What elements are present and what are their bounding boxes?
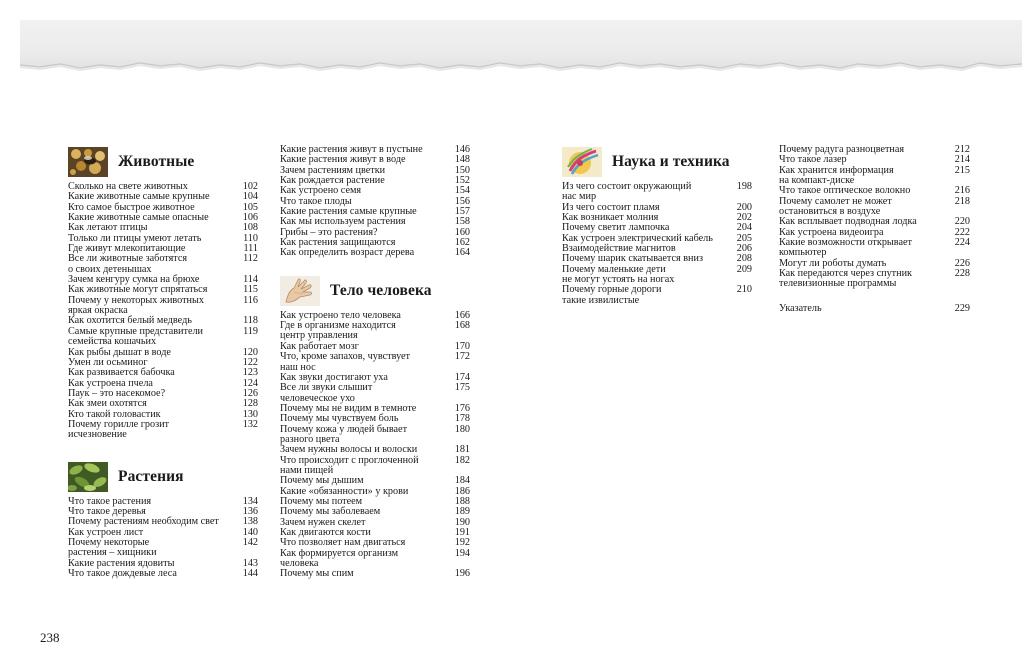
toc-entry-title: Какие растения живут в пустыне	[280, 144, 423, 155]
toc-entry-page: 115	[243, 284, 258, 296]
toc-entry-page: 174	[454, 371, 470, 383]
section-entries	[68, 497, 258, 580]
toc-entry-title: Где живут млекопитающие	[68, 243, 186, 255]
toc-entry-page: 189	[454, 506, 470, 518]
toc-entry-page: 130	[242, 408, 258, 420]
toc-entry-page: 220	[954, 216, 970, 228]
toc-entry-page: 175	[454, 382, 470, 394]
toc-entry-page: 208	[736, 253, 752, 265]
toc-entry	[280, 352, 470, 373]
toc-entry-page: 111	[243, 243, 258, 255]
toc-entry	[562, 182, 752, 203]
toc-entry-title: Как звуки достигают уха	[280, 371, 388, 383]
toc-entry-page: 172	[454, 351, 470, 363]
toc-entry-page: 215	[954, 164, 970, 176]
toc-entry-title: Как возникает молния	[562, 212, 659, 224]
toc-entry-page: 154	[454, 185, 470, 197]
toc-entry-page: 228	[954, 268, 970, 280]
toc-entry-title: Где в организме находится центр управления	[280, 320, 396, 342]
toc-entry-page: 184	[454, 475, 470, 487]
toc-entry-page: 218	[954, 195, 970, 207]
toc-entry-title: Почему горилле грозит исчезновение	[68, 418, 170, 441]
toc-entry-title: Все ли животные заботятся о своих детенышах	[68, 253, 188, 275]
section-header-plants	[68, 461, 258, 493]
toc-entry-page: 160	[454, 226, 470, 238]
toc-entry-title: Что такое деревья	[68, 505, 146, 517]
section-entries	[280, 145, 470, 259]
toc-entry-page: 124	[242, 377, 258, 389]
section-title: Животные	[118, 153, 195, 170]
toc-entry-title: Зачем растениям цветки	[280, 164, 386, 176]
toc-entry-title: Как растения защищаются	[280, 237, 396, 249]
toc-entry-page: 123	[242, 367, 258, 379]
toc-entry	[280, 456, 470, 477]
toc-entry-title: Какие животные самые крупные	[68, 191, 210, 203]
toc-entry-title: Какие животные самые опасные	[68, 212, 209, 224]
toc-entry-title: Что позволяет нам двигаться	[280, 537, 406, 549]
toc-entry-page: 144	[242, 568, 258, 579]
toc-entry-page: 204	[736, 222, 752, 234]
toc-entry-page: 119	[243, 325, 258, 337]
toc-entry-title: Кто самое быстрое животное	[68, 201, 195, 213]
toc-entry	[68, 296, 258, 317]
toc-entry-title: Почему шарик скатывается вниз	[562, 253, 703, 265]
toc-column-2	[280, 145, 470, 580]
toc-entry-title: Как формируется организм человека	[280, 547, 399, 570]
toc-entry-page: 198	[736, 181, 752, 192]
toc-entry-title: Что происходит с проглоченной нами пищей	[280, 454, 419, 476]
toc-entry-page: 164	[454, 247, 470, 259]
toc-entry-page: 186	[454, 485, 470, 497]
toc-entry-page: 170	[454, 340, 470, 352]
section-title: Растения	[118, 467, 184, 485]
section-header-animals	[68, 146, 258, 178]
toc-entry-title: Как хранится информация на компакт-диске	[779, 164, 894, 187]
section-entries	[779, 145, 970, 314]
toc-entry	[562, 285, 752, 306]
toc-entry-page: 112	[243, 253, 258, 265]
toc-entry-page: 180	[454, 423, 470, 435]
toc-entry	[280, 321, 470, 342]
section-entries	[562, 182, 752, 306]
toc-entry-page: 146	[454, 144, 470, 155]
toc-entry	[280, 248, 470, 258]
toc-entry-title: Что такое оптическое волокно	[779, 185, 911, 197]
toc-entry-page: 106	[242, 212, 258, 224]
toc-entry-page: 157	[454, 206, 470, 218]
toc-entry-page: 202	[736, 212, 752, 224]
bee-icon	[68, 147, 108, 177]
toc-entry-page: 188	[454, 495, 470, 507]
toc-entry-title: Почему мы чувствуем боль	[280, 413, 399, 425]
toc-entry-title: Паук – это насекомое?	[68, 387, 166, 399]
toc-entry-page: 122	[242, 356, 258, 368]
toc-entry-page: 114	[243, 274, 258, 286]
page-number: 238	[40, 630, 60, 645]
toc-entry	[779, 304, 970, 314]
toc-entry-page: 116	[243, 294, 258, 306]
toc-entry-page: 200	[736, 201, 752, 213]
toc-entry	[779, 166, 970, 187]
toc-entry-page: 194	[454, 547, 470, 559]
section-header-human-body	[280, 275, 470, 307]
toc-entry-page: 150	[454, 164, 470, 176]
toc-entry	[779, 290, 970, 304]
section-title: Наука и техника	[612, 153, 730, 170]
toc-entry-title: Зачем кенгуру сумка на брюхе	[68, 274, 200, 286]
toc-entry-title: Только ли птицы умеют летать	[68, 232, 202, 244]
toc-entry-title: Взаимодействие магнитов	[562, 243, 676, 255]
toc-entry-page: 105	[242, 201, 258, 213]
toc-entry-page: 152	[454, 175, 470, 187]
toc-entry	[68, 569, 258, 579]
toc-entry-page: 104	[242, 191, 258, 203]
toc-entry-page: 126	[242, 387, 258, 399]
toc-entry-title: Какие возможности открывает компьютер	[779, 237, 912, 259]
toc-entry-page: 120	[242, 346, 258, 358]
toc-entry-page: 128	[242, 398, 258, 410]
toc-entry	[68, 399, 258, 409]
toc-column-3	[562, 146, 752, 306]
toc-entry-page: 226	[954, 257, 970, 269]
toc-entry-title: Почему светит лампочка	[562, 222, 670, 234]
toc-entry-title: Как устроена пчела	[68, 377, 153, 389]
toc-entry-page: 143	[242, 557, 258, 569]
toc-column-4	[779, 145, 970, 314]
toc-entry	[280, 414, 470, 424]
toc-entry-page: 192	[454, 537, 470, 549]
toc-entry-page: 136	[242, 505, 258, 517]
toc-entry-title: Что такое лазер	[779, 154, 847, 166]
toc-entry-page: 138	[242, 516, 258, 528]
toc-entry-page: 212	[954, 144, 970, 155]
section-entries	[280, 311, 470, 580]
toc-entry-page: 229	[954, 302, 970, 314]
toc-entry	[68, 420, 258, 441]
toc-entry-title: Что такое дождевые леса	[68, 568, 177, 579]
toc-entry-title: Из чего состоит пламя	[562, 201, 660, 213]
toc-entry-page: 134	[242, 495, 258, 507]
toc-entry-page: 191	[454, 527, 470, 538]
toc-entry-title: Как устроен электрический кабель	[562, 232, 713, 244]
toc-entry-title: Зачем нужен скелет	[280, 516, 366, 528]
spiral-icon	[562, 147, 602, 177]
toc-entry-title: Почему некоторые растения – хищники	[68, 536, 157, 559]
toc-entry-page: 210	[736, 284, 752, 296]
toc-entry-page: 140	[242, 526, 258, 538]
toc-entry-title: Все ли звуки слышит человеческое ухо	[280, 382, 373, 404]
toc-entry-title: Как всплывает подводная лодка	[779, 216, 917, 228]
toc-entry	[280, 383, 470, 404]
toc-column-1	[68, 146, 258, 579]
toc-entry-title: Что такое растения	[68, 495, 152, 507]
toc-entry-title: Могут ли роботы думать	[779, 257, 887, 269]
toc-entry-page: 102	[242, 181, 258, 192]
toc-entry-title: Что такое плоды	[280, 195, 352, 207]
toc-entry-title: Почему мы не видим в темноте	[280, 402, 417, 414]
toc-entry-title: Какие «обязанности» у крови	[280, 485, 409, 497]
toc-entry-title: Как охотится белый медведь	[68, 315, 192, 327]
toc-entry-title: Зачем нужны волосы и волоски	[280, 444, 418, 456]
toc-entry-title: Из чего состоит окружающий нас мир	[562, 181, 692, 203]
toc-entry-title: Как устроен лист	[68, 526, 144, 538]
toc-entry-title: Указатель	[779, 302, 822, 314]
toc-entry-title: Почему кожа у людей бывает разного цвета	[280, 423, 408, 445]
toc-entry-title: Как устроена видеоигра	[779, 226, 884, 238]
toc-entry-title: Самые крупные представители семейства кошачьих	[68, 325, 204, 348]
toc-entry	[562, 265, 752, 286]
toc-entry-title: Почему мы дышим	[280, 475, 364, 487]
toc-entry-title: Как двигаются кости	[280, 527, 371, 538]
toc-entry-title: Как рыбы дышат в воде	[68, 346, 171, 358]
toc-entry-page: 142	[242, 536, 258, 548]
toc-entry	[779, 269, 970, 290]
toc-entry-title: Почему растениям необходим свет	[68, 516, 219, 528]
toc-entry-title: Как работает мозг	[280, 340, 359, 352]
toc-entry-title: Что, кроме запахов, чувствует наш нос	[280, 351, 411, 373]
toc-entry-page: 196	[454, 568, 470, 580]
toc-entry-page: 214	[954, 154, 970, 166]
hand-icon	[280, 276, 320, 306]
toc-entry-title: Почему радуга разноцветная	[779, 144, 905, 155]
toc-entry-page: 216	[954, 185, 970, 197]
toc-entry	[280, 549, 470, 570]
toc-entry-page: 162	[454, 237, 470, 249]
toc-entry	[779, 197, 970, 218]
toc-entry-title: Почему самолет не может остановиться в воздухе	[779, 195, 892, 218]
toc-entry-page: 176	[454, 402, 470, 414]
toc-entry-title: Сколько на свете животных	[68, 181, 188, 192]
toc-entry-page: 148	[454, 154, 470, 166]
toc-entry-title: Как летают птицы	[68, 222, 148, 234]
toc-entry-page: 118	[243, 315, 258, 327]
toc-entry-page: 178	[454, 413, 470, 425]
toc-entry-page: 181	[454, 444, 470, 456]
toc-entry	[280, 425, 470, 446]
toc-entry-title: Почему мы спим	[280, 568, 354, 580]
toc-entry-title: Почему мы потеем	[280, 495, 363, 507]
toc-entry	[68, 254, 258, 275]
toc-entry	[280, 569, 470, 579]
toc-entry-title: Как мы используем растения	[280, 216, 406, 228]
toc-entry-page: 182	[454, 454, 470, 466]
toc-entry-title: Почему мы заболеваем	[280, 506, 381, 518]
toc-entry-title: Кто такой головастик	[68, 408, 161, 420]
torn-paper-header	[20, 20, 1022, 82]
toc-entry-title: Как передаются через спутник телевизионные программы	[779, 268, 912, 290]
toc-entry-title: Грибы – это растения?	[280, 226, 378, 238]
section-title: Тело человека	[330, 281, 432, 299]
section-header-science	[562, 146, 752, 178]
toc-entry-title: Как развивается бабочка	[68, 367, 175, 379]
toc-entry-title: Какие растения живут в воде	[280, 154, 406, 166]
toc-entry	[779, 238, 970, 259]
toc-entry-page: 156	[454, 195, 470, 207]
toc-entry-page: 108	[242, 222, 258, 234]
toc-entry-page: 222	[954, 226, 970, 238]
toc-entry-title: Как определить возраст дерева	[280, 247, 415, 259]
toc-entry-title: Как устроено тело человека	[280, 309, 401, 321]
leaves-icon	[68, 462, 108, 492]
toc-entry-title: Почему маленькие дети не могут устоять на ногах	[562, 263, 675, 286]
toc-entry	[68, 368, 258, 378]
toc-entry-title: Почему у некоторых животных яркая окраска	[68, 294, 204, 317]
toc-entry-title: Какие растения самые крупные	[280, 206, 417, 218]
toc-entry-title: Почему горные дороги такие извилистые	[562, 284, 662, 306]
toc-entry-page: 166	[454, 309, 470, 321]
toc-entry-title: Как устроено семя	[280, 185, 362, 197]
toc-entry-page: 110	[243, 232, 258, 244]
section-entries	[68, 182, 258, 441]
toc-entry-page: 224	[954, 237, 970, 249]
toc-entry-page: 132	[242, 418, 258, 430]
toc-entry-title: Как животные могут спрятаться	[68, 284, 208, 296]
toc-entry-page: 206	[736, 243, 752, 255]
toc-entry-page: 168	[454, 320, 470, 332]
toc-entry	[68, 538, 258, 559]
toc-entry	[68, 327, 258, 348]
toc-entry-page: 205	[736, 232, 752, 244]
toc-entry-title: Какие растения ядовиты	[68, 557, 175, 569]
toc-entry-page: 158	[454, 216, 470, 228]
toc-entry-title: Как змеи охотятся	[68, 398, 147, 410]
toc-entry-title: Как рождается растение	[280, 175, 385, 187]
toc-entry-page: 209	[736, 263, 752, 275]
toc-entry-page: 190	[454, 516, 470, 528]
toc-entry-title: Умен ли осьминог	[68, 356, 148, 368]
